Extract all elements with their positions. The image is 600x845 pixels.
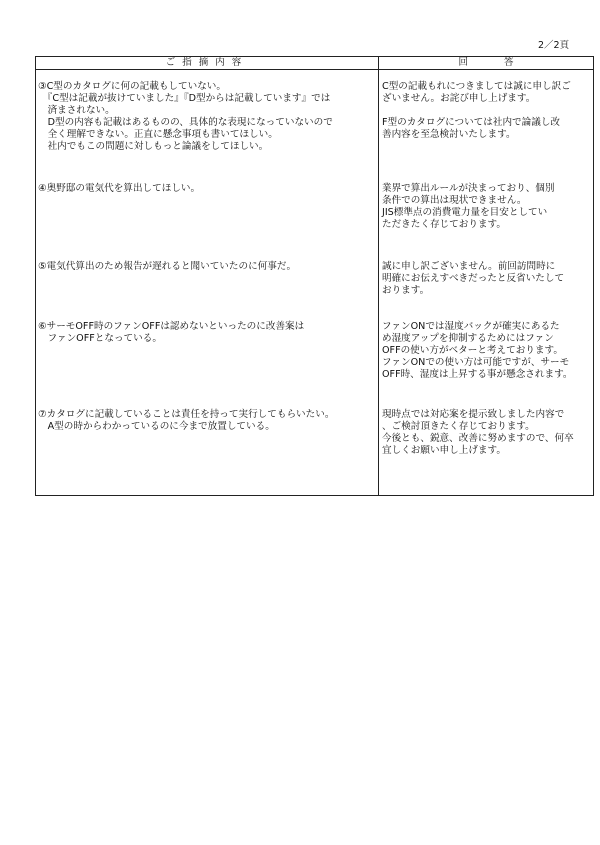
item-3-answer: C型の記載もれにつきましては誠に申し訳ご ざいません。お詫び申し上げます。 F型のカタログについては社内で論議し改 善内容を至急検討いたします。 (382, 81, 571, 140)
header-instruction: ご指摘内容 (165, 57, 249, 68)
item-4-answer: 業界で算出ルールが決まっており、個別 条件での算出は現状できません。 JIS標準点の消費電力量を目安としてい ただきたく存じております。 (382, 183, 555, 230)
header-answer: 回答 (458, 57, 550, 68)
table-header (36, 57, 593, 70)
item-5-answer: 誠に申し訳ございません。前回訪問時に 明確にお伝えすべきだったと反省いたして おります。 (382, 261, 565, 296)
item-5-instruction: ⑤電気代算出のため報告が遅れると聞いていたのに何事だ。 (38, 261, 297, 272)
item-4-instruction: ④奥野邸の電気代を算出してほしい。 (38, 183, 201, 194)
item-7-instruction: ⑦カタログに記載していることは責任を持って実行してもらいたい。 A型の時からわかっているのに今まで放置している。 (38, 409, 335, 432)
page-number: 2／2頁 (538, 40, 570, 51)
item-7-answer: 現時点では対応案を提示致しました内容で 、ご検討頂きたく存じております。 今後とも、鋭意、改善に努めますので、何卒 宜しくお願い申し上げます。 (382, 409, 574, 456)
item-6-answer: ファンONでは湿度バックが確実にあるた め湿度アップを抑制するためにはファン OFFの使い方がベターと考えております。 ファンONでの使い方は可能ですが、サーモ OFF時、湿度は上昇する事が懸念されます。 (382, 321, 573, 380)
item-3-instruction: ③C型のカタログに何の記載もしていない。 『C型は記載が抜けていました』『D型からは記載しています』では 済まされない。 D型の内容も記載はあるものの、具体的な表現になっていないので 全く理解できない。正直に懸念事項も書いてほしい。 社内でもこの問題に対しもっと論議をしてほしい。 (38, 81, 333, 152)
response-table (35, 56, 594, 496)
item-6-instruction: ⑥サーモOFF時のファンOFFは認めないといったのに改善案は ファンOFFとなっている。 (38, 321, 305, 344)
column-divider (378, 57, 379, 495)
